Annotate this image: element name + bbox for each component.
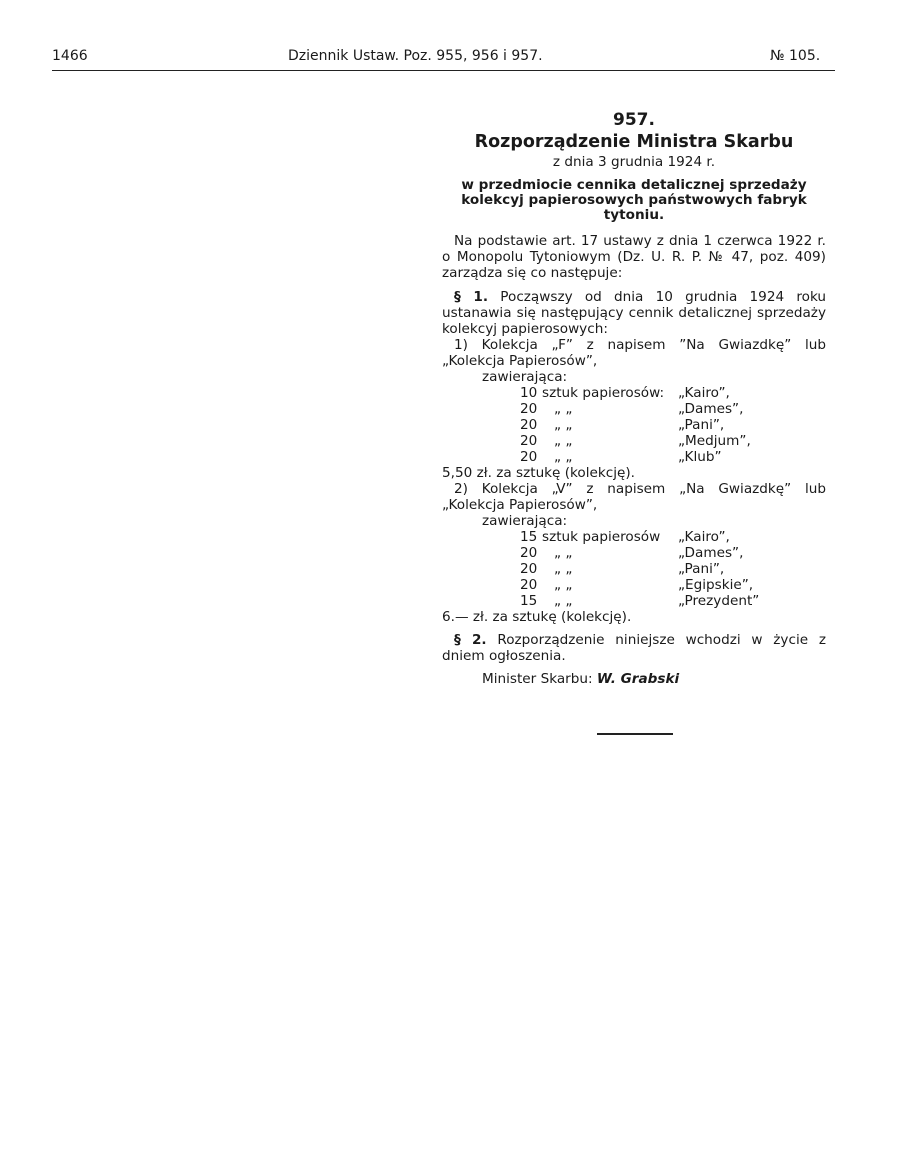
kolekcja-f-intro-a: 1) Kolekcja „F” z napisem ”Na Gwiazdkę” lub bbox=[454, 337, 826, 353]
article-title: Rozporządzenie Ministra Skarbu bbox=[474, 132, 794, 152]
item-name: „Kairo”, bbox=[678, 385, 730, 401]
item-desc: „ „ bbox=[554, 401, 573, 417]
item-name: „Dames”, bbox=[678, 401, 744, 417]
list-item bbox=[442, 593, 826, 609]
kolekcja-f bbox=[442, 337, 826, 481]
kolekcja-f-intro-b: „Kolekcja Papierosów”, bbox=[442, 353, 598, 369]
list-item bbox=[442, 529, 826, 545]
section-2-label: § 2. bbox=[454, 632, 487, 648]
item-desc: „ „ bbox=[554, 561, 573, 577]
article-subject: w przedmiocie cennika detalicznej sprzedaży kolekcyj papierosowych państwowych fabryk tytoniu. bbox=[461, 177, 807, 223]
item-qty: 20 bbox=[520, 561, 538, 577]
kolekcja-v-containing: zawierająca: bbox=[482, 513, 568, 529]
kolekcja-v-intro-a: 2) Kolekcja „V” z napisem „Na Gwiazdkę” lub bbox=[454, 481, 826, 497]
section-1-label: § 1. bbox=[454, 289, 489, 305]
end-separator bbox=[597, 733, 673, 735]
item-qty: 20 bbox=[520, 417, 538, 433]
section-1 bbox=[442, 289, 826, 337]
article-number: 957. bbox=[613, 110, 655, 130]
list-item bbox=[442, 417, 826, 433]
item-desc: „ „ bbox=[554, 449, 573, 465]
item-name: „Pani”, bbox=[678, 561, 725, 577]
list-item bbox=[442, 577, 826, 593]
kolekcja-f-containing: zawierająca: bbox=[482, 369, 568, 385]
list-item bbox=[442, 561, 826, 577]
signature-role: Minister Skarbu: bbox=[482, 671, 593, 687]
item-desc: „ „ bbox=[554, 433, 573, 449]
item-name: „Medjum”, bbox=[678, 433, 751, 449]
list-item bbox=[442, 545, 826, 561]
item-name: „Pani”, bbox=[678, 417, 725, 433]
item-name: „Egipskie”, bbox=[678, 577, 754, 593]
kolekcja-v-items bbox=[442, 529, 826, 609]
list-item bbox=[442, 449, 826, 465]
item-desc: „ „ bbox=[554, 417, 573, 433]
article-date: z dnia 3 grudnia 1924 r. bbox=[552, 154, 716, 170]
item-qty: 10 bbox=[520, 385, 538, 401]
kolekcja-f-items bbox=[442, 385, 826, 465]
item-qty: 15 bbox=[520, 593, 538, 609]
article-957 bbox=[442, 112, 826, 687]
preamble-text: Na podstawie art. 17 ustawy z dnia 1 czerwca 1922 r. o Monopolu Tytoniowym (Dz. U. R. P. № 47, poz. 409) zarządza się co następuje: bbox=[442, 233, 826, 281]
item-qty: 20 bbox=[520, 433, 538, 449]
preamble bbox=[442, 233, 826, 281]
item-qty: 20 bbox=[520, 545, 538, 561]
kolekcja-v-price: 6.— zł. za sztukę (kolekcję). bbox=[442, 609, 632, 625]
section-1-text: Począwszy od dnia 10 grudnia 1924 roku ustanawia się następujący cennik detalicznej sprzedaży kolekcyj papierosowych: bbox=[442, 289, 827, 337]
signature bbox=[442, 671, 826, 687]
section-2-text: Rozporządzenie niniejsze wchodzi w życie z dniem ogłoszenia. bbox=[442, 632, 826, 664]
item-desc: sztuk papierosów bbox=[542, 529, 661, 545]
list-item bbox=[442, 433, 826, 449]
item-name: „Dames”, bbox=[678, 545, 744, 561]
kolekcja-v-intro-b: „Kolekcja Papierosów”, bbox=[442, 497, 598, 513]
item-name: „Prezydent” bbox=[678, 593, 760, 609]
item-desc: „ „ bbox=[554, 577, 573, 593]
item-name: „Kairo”, bbox=[678, 529, 730, 545]
journal-title: Dziennik Ustaw. Poz. 955, 956 i 957. bbox=[288, 48, 543, 64]
item-qty: 20 bbox=[520, 577, 538, 593]
section-2 bbox=[442, 632, 826, 664]
page-number: 1466 bbox=[52, 48, 88, 64]
item-qty: 20 bbox=[520, 449, 538, 465]
issue-number: № 105. bbox=[770, 48, 821, 64]
kolekcja-v bbox=[442, 481, 826, 625]
signature-name: W. Grabski bbox=[596, 671, 680, 687]
item-desc: „ „ bbox=[554, 593, 573, 609]
item-qty: 15 bbox=[520, 529, 538, 545]
item-desc: „ „ bbox=[554, 545, 573, 561]
list-item bbox=[442, 401, 826, 417]
kolekcja-f-price: 5,50 zł. za sztukę (kolekcję). bbox=[442, 465, 635, 481]
item-desc: sztuk papierosów: bbox=[542, 385, 665, 401]
item-qty: 20 bbox=[520, 401, 538, 417]
item-name: „Klub” bbox=[678, 449, 722, 465]
list-item bbox=[442, 385, 826, 401]
header-rule bbox=[52, 70, 835, 71]
